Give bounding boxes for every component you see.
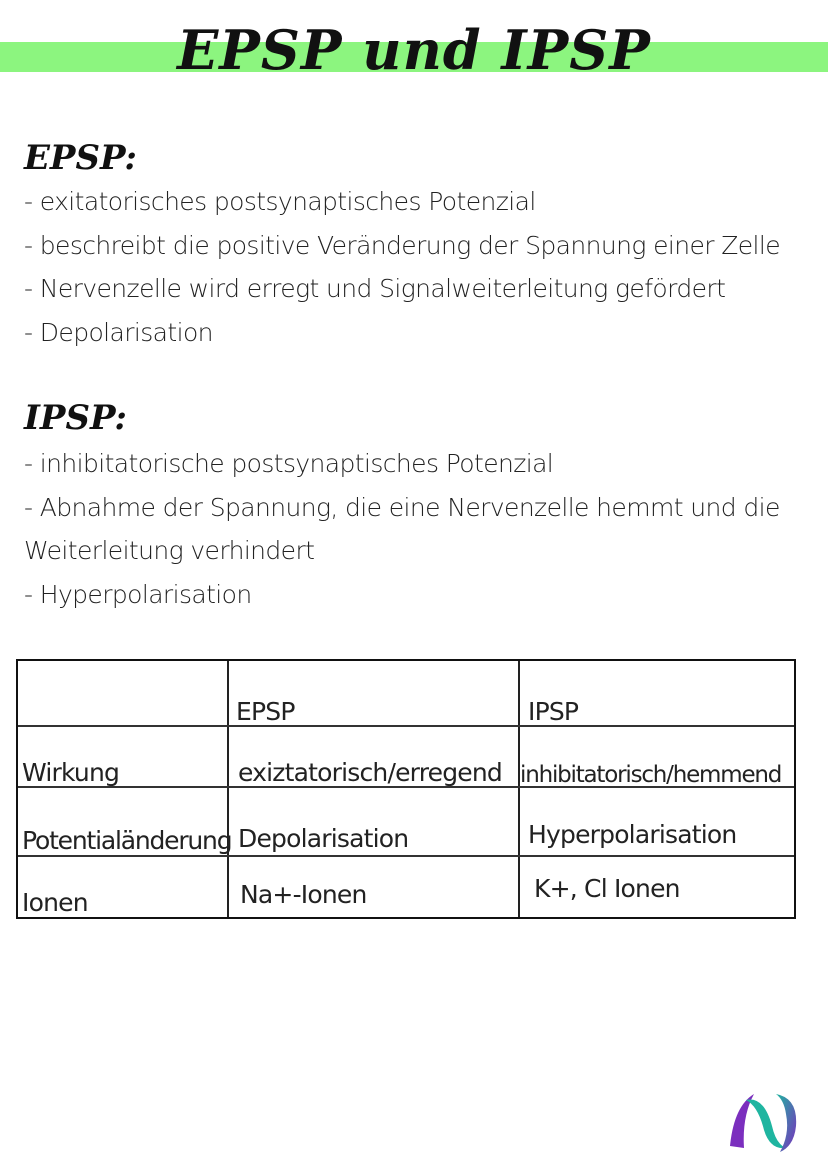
section-heading-epsp: EPSP: [24, 138, 137, 178]
section-heading-ipsp: IPSP: [24, 398, 127, 438]
table-cell: Hyperpolarisation [528, 820, 737, 849]
table-row-divider [18, 725, 794, 727]
list-item: - inhibitatorische postsynaptisches Potenzial [24, 449, 554, 478]
list-item: - Nervenzelle wird erregt und Signalweiterleitung gefördert [24, 274, 726, 303]
table-header-epsp: EPSP [236, 697, 295, 726]
n-logo-icon [724, 1086, 804, 1156]
table-cell: K+, Cl Ionen [534, 874, 680, 903]
list-item: - exitatorisches postsynaptisches Potenzial [24, 187, 536, 216]
ipsp-bullet-list [24, 442, 814, 616]
list-item: - beschreibt die positive Veränderung der Spannung einer Zelle [24, 230, 781, 260]
table-cell: Depolarisation [238, 824, 409, 853]
table-row-label-wirkung: Wirkung [22, 758, 120, 787]
list-item: - Hyperpolarisation [24, 579, 252, 609]
list-item: Weiterleitung verhindert [24, 536, 315, 565]
table-header-ipsp: IPSP [528, 697, 579, 726]
table-cell: Na+-Ionen [240, 880, 367, 909]
table-row-label-ionen: Ionen [22, 888, 88, 917]
table-column-divider [227, 661, 229, 917]
comparison-table [16, 659, 796, 919]
epsp-bullet-list [24, 180, 814, 354]
page-title: EPSP und IPSP [177, 18, 651, 82]
list-item: - Depolarisation [24, 317, 213, 347]
table-row-label-potentialaenderung: Potentialänderung [22, 826, 232, 855]
list-item: - Abnahme der Spannung, die eine Nervenzelle hemmt und die [24, 492, 780, 522]
table-cell: exiztatorisch/erregend [238, 758, 502, 787]
table-cell: inhibitatorisch/hemmend [520, 762, 782, 788]
